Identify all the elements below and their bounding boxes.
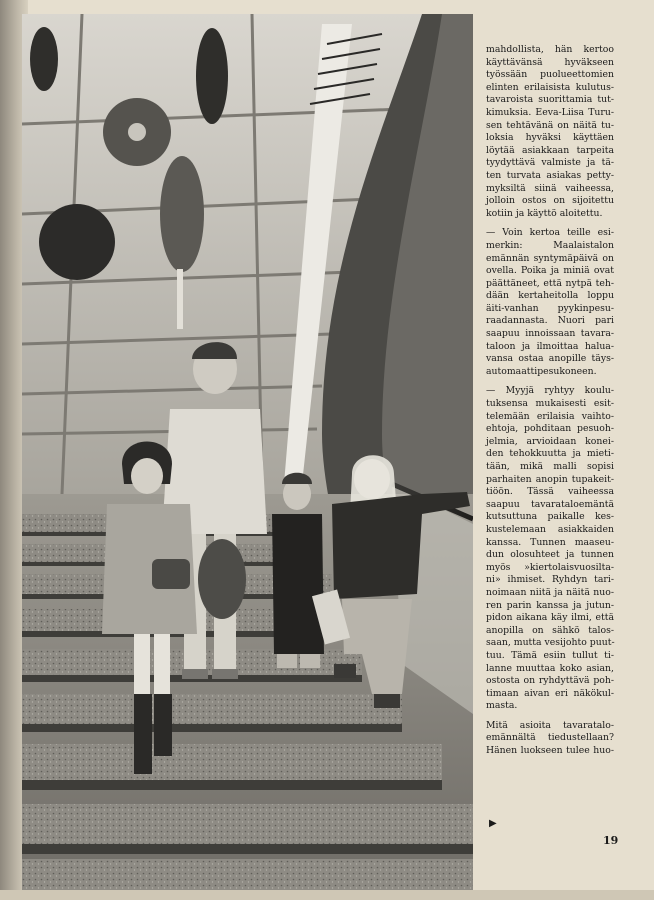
text-line: sen tehtävänä on näitä tu- — [486, 119, 614, 131]
text-line: tiöön. Tässä vaiheessa — [486, 486, 614, 498]
text-line: noimaan niitä ja näitä nuo- — [486, 586, 614, 598]
text-line: ni» ihmiset. Ryhdyn tari- — [486, 574, 614, 586]
text-line: kimuksia. Eeva-Liisa Turu- — [486, 106, 614, 118]
text-line: myksiltä siinä vaiheessa, — [486, 182, 614, 194]
text-line: saan, mutta vesijohto puut- — [486, 637, 615, 649]
text-line: kotiin ja käyttö aloitettu. — [486, 207, 603, 219]
text-line: päättäneet, että nytpä teh- — [486, 277, 614, 289]
article-text-column — [486, 44, 614, 765]
text-line: elinten erilaisista kulutus- — [486, 81, 614, 93]
text-line: raadannasta. Nuori pari — [486, 315, 614, 327]
page-number: 19 — [603, 834, 619, 847]
text-line: vansa ostaa anopille täys- — [486, 353, 614, 365]
text-line: tään, mikä malli sopisi — [486, 461, 614, 472]
text-line: ovella. Poika ja miniä ovat — [486, 265, 614, 277]
text-line: tyydyttävä valmiste ja tä- — [486, 157, 614, 169]
text-line: dun olosuhteet ja tunnen — [486, 549, 614, 561]
page-bottom-edge — [0, 890, 654, 900]
text-line: parhaiten anopin tupakeit- — [486, 473, 614, 485]
text-line: telemään erilaisia vaihto- — [486, 410, 614, 422]
text-line: jelmia, arvioidaan konei- — [486, 435, 614, 447]
text-line: kutsuttuna paikalle kes- — [486, 511, 614, 523]
text-line: Hänen luokseen tulee huo- — [486, 745, 614, 757]
text-line: jolloin ostos on sijoitettu — [486, 195, 614, 207]
text-line: löytää asiakkaan tarpeita — [486, 144, 614, 156]
text-line: äiti-vanhan pyykinpesu- — [486, 302, 614, 314]
text-line: työssään puolueettomien — [486, 69, 614, 81]
text-line: Mitä asioita tavaratalo- — [486, 719, 614, 731]
text-line: dään kertaheitolla loppu — [486, 290, 614, 302]
continue-arrow-icon: ▶ — [489, 818, 497, 829]
text-line: masta. — [486, 700, 518, 712]
text-line: den tehokkuutta ja mieti- — [486, 448, 614, 460]
text-line: tuksensa mukaisesti esit- — [486, 398, 614, 410]
photo-woman-children-on-stairs — [22, 14, 473, 890]
text-line: — Voin kertoa teille esi- — [486, 227, 614, 239]
article-paragraph-2 — [486, 227, 614, 378]
text-line: taloon ja ilmoittaa halua- — [486, 340, 614, 352]
text-line: timaan aivan eri näkökul- — [486, 687, 614, 699]
text-line: merkin: Maalaistalon — [486, 239, 614, 251]
text-line: tuu. Tämä esiin tullut ti- — [486, 649, 614, 661]
text-line: ten turvata asiakas petty- — [486, 169, 614, 181]
text-line: kanssa. Tunnen maaseu- — [486, 536, 614, 548]
text-line: mahdollista, hän kertoo — [486, 44, 614, 55]
text-line: automaattipesukoneen. — [486, 365, 597, 377]
text-line: tavaroista suorittamia tut- — [486, 94, 614, 106]
text-line: ostosta on ryhdyttävä poh- — [486, 675, 614, 687]
text-line: — Myyjä ryhtyy koulu- — [486, 385, 614, 397]
article-paragraph-4 — [486, 720, 614, 758]
text-line: kustelemaan asiakkaiden — [486, 523, 614, 535]
text-line: emännän syntymäpäivä on — [486, 252, 614, 264]
text-line: saapuu tavarataloemäntä — [486, 498, 614, 510]
article-paragraph-1 — [486, 44, 614, 220]
text-line: lanne muuttaa koko asian, — [486, 662, 614, 674]
text-line: käyttävänsä hyväkseen — [486, 56, 614, 68]
text-line: myös »kiertolaisvuosilta- — [486, 561, 614, 573]
text-line: ren parin kanssa ja jutun- — [486, 599, 614, 611]
photo-illustration — [22, 14, 473, 890]
text-line: pidon aikana käy ilmi, että — [486, 612, 614, 624]
text-line: ehtoja, pohditaan pesuoh- — [486, 423, 614, 435]
article-paragraph-3 — [486, 385, 614, 712]
text-line: saapuu innoissaan tavara- — [486, 328, 614, 340]
text-line: anopilla on sähkö talos- — [486, 624, 614, 636]
text-line: loksia hyväksi käyttäen — [486, 132, 614, 144]
text-line: emännältä tiedustellaan? — [486, 732, 614, 744]
